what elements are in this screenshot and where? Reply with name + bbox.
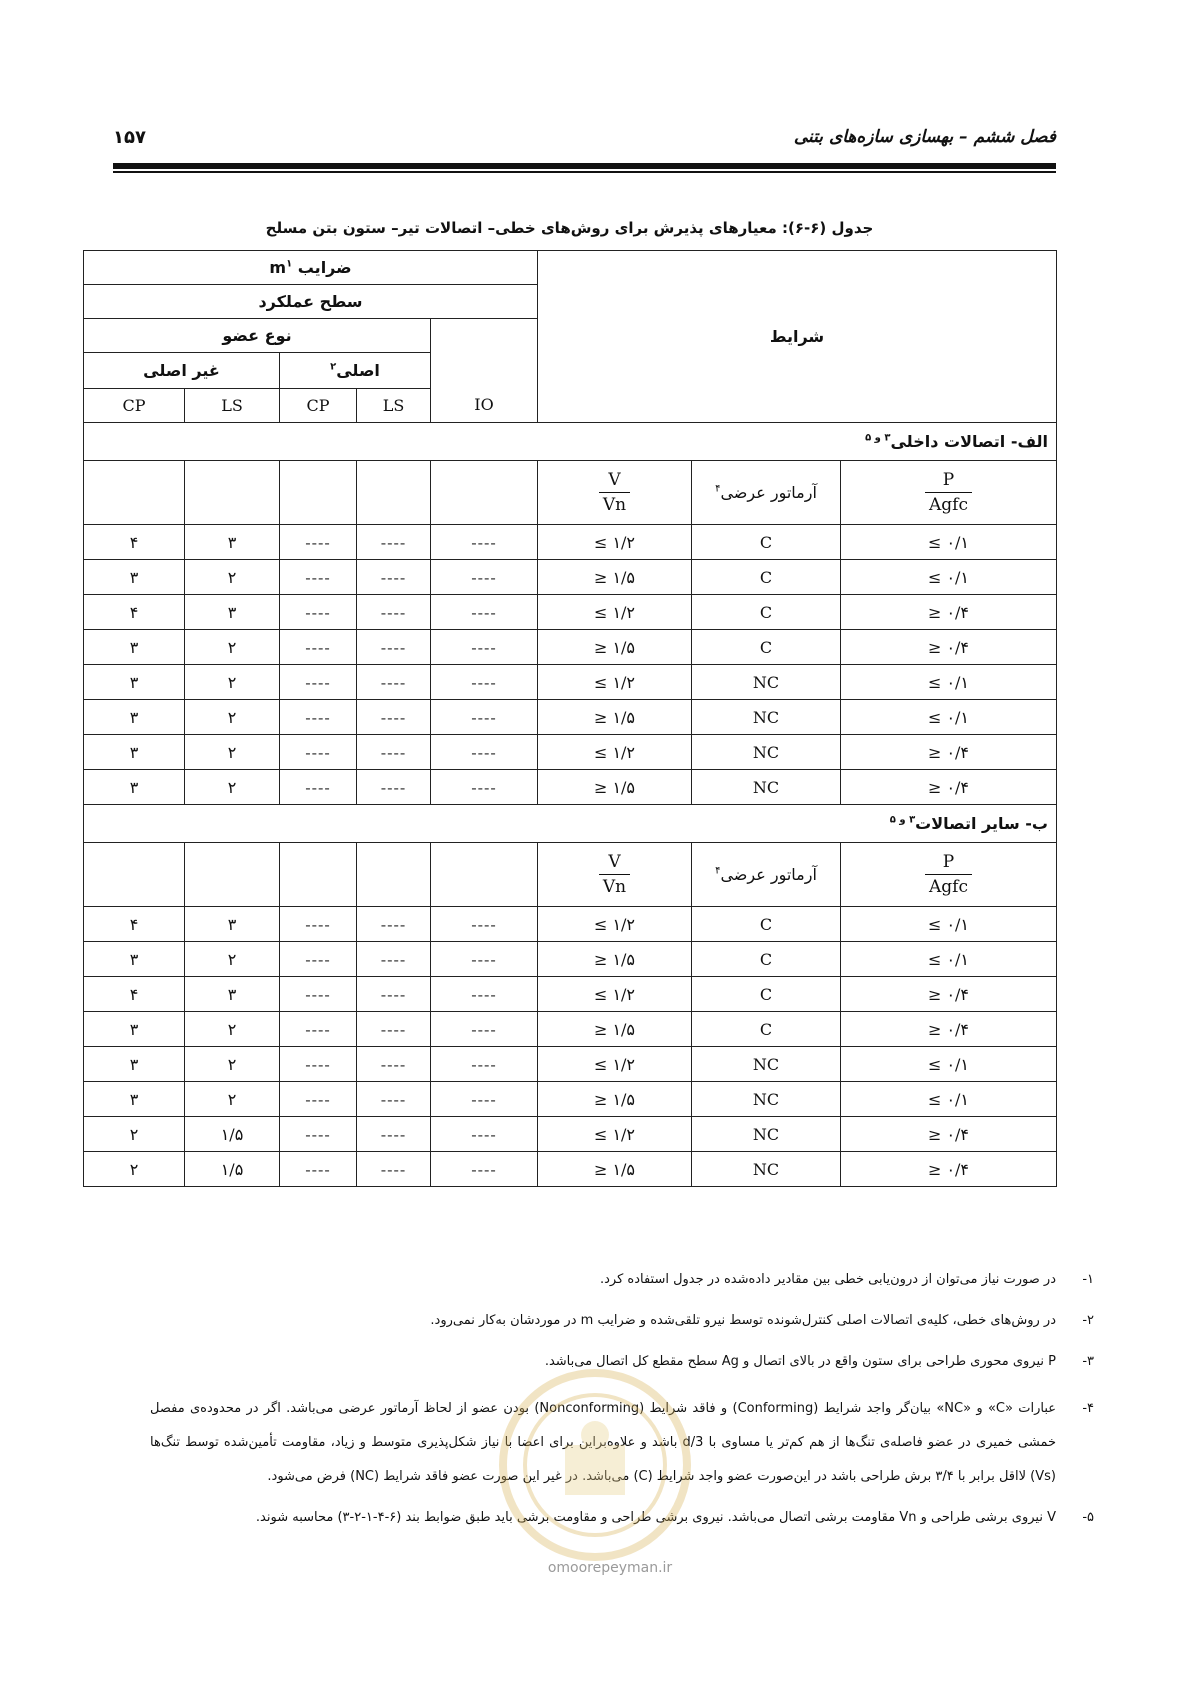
axial-ratio-cell: ≤ ۰/۱ [841,907,1057,942]
primary-cp-cell: ---- [280,735,357,770]
transverse-rebar-cell: C [692,977,841,1012]
shear-ratio-cell: ≥ ۱/۵ [538,1012,692,1047]
io-cell: ---- [431,595,538,630]
secondary-ls-cell: ۳ [185,907,280,942]
io-cell: ---- [431,942,538,977]
transverse-rebar-cell: NC [692,735,841,770]
section-row-b [84,805,1057,843]
table-row [84,942,1057,977]
transverse-rebar-cell: NC [692,665,841,700]
shear-ratio-cell: ≤ ۱/۲ [538,595,692,630]
transverse-rebar-cell: C [692,1012,841,1047]
primary-ls-cell: ---- [357,735,431,770]
header-secondary: غیر اصلی [84,353,280,389]
primary-cp-cell: ---- [280,525,357,560]
secondary-ls-cell: ۲ [185,560,280,595]
header-primary: اصلی$^۲$ [280,353,431,389]
shear-ratio-cell: ≥ ۱/۵ [538,1152,692,1187]
table-row [84,1152,1057,1187]
secondary-ls-cell: ۲ [185,1047,280,1082]
primary-ls-cell: ---- [357,665,431,700]
shear-ratio-fraction [599,470,630,516]
io-cell: ---- [431,907,538,942]
shear-ratio-fraction-denominator: Vn [602,877,627,897]
shear-ratio-cell: ≥ ۱/۵ [538,942,692,977]
axial-ratio-fraction [925,470,972,516]
transverse-rebar-cell: NC [692,1082,841,1117]
transverse-rebar-cell: NC [692,770,841,805]
primary-ls-cell: ---- [357,595,431,630]
primary-ls-cell: ---- [357,1152,431,1187]
axial-ratio-fraction-numerator: P [925,852,972,875]
empty-cell [84,461,185,525]
axial-ratio-cell: ≤ ۰/۱ [841,1082,1057,1117]
header-shear-ratio [538,843,692,907]
secondary-cp-cell: ۳ [84,560,185,595]
io-cell: ---- [431,977,538,1012]
primary-cp-cell: ---- [280,595,357,630]
footnote-1: ۱- در صورت نیاز می‌توان از درون‌یابی خطی بین مقادیر داده‌شده در جدول استفاده کرد. [599,1272,1094,1287]
primary-cp-cell: ---- [280,770,357,805]
transverse-rebar-cell: NC [692,1152,841,1187]
primary-cp-cell: ---- [280,977,357,1012]
header-io: IO [431,319,538,423]
secondary-cp-cell: ۳ [84,1047,185,1082]
table-row [84,560,1057,595]
section-title-note: ۳ و ۵ [865,432,891,444]
axial-ratio-fraction-denominator: Agfc [929,877,968,897]
table-row [84,907,1057,942]
section-title-text: الف- اتصالات داخلی [890,432,1048,451]
header-performance-level: سطح عملکرد [84,285,538,319]
watermark-seal-icon [495,1365,695,1565]
transverse-rebar-cell: C [692,942,841,977]
io-cell: ---- [431,630,538,665]
transverse-rebar-cell: NC [692,1117,841,1152]
primary-cp-cell: ---- [280,1117,357,1152]
empty-cell [357,843,431,907]
io-cell: ---- [431,1047,538,1082]
primary-ls-cell: ---- [357,977,431,1012]
secondary-ls-cell: ۲ [185,630,280,665]
section-title-note: ۳ و ۵ [889,814,916,826]
secondary-cp-cell: ۳ [84,735,185,770]
shear-ratio-cell: ≤ ۱/۲ [538,525,692,560]
transverse-rebar-cell: C [692,560,841,595]
header-primary-ls: LS [357,389,431,423]
axial-ratio-fraction-denominator: Agfc [929,495,968,515]
secondary-cp-cell: ۳ [84,1082,185,1117]
io-cell: ---- [431,735,538,770]
primary-ls-cell: ---- [357,1082,431,1117]
empty-cell [357,461,431,525]
shear-ratio-fraction-numerator: V [599,470,630,493]
header-transverse-rebar-text: آرماتور عرضی [720,865,817,884]
io-cell: ---- [431,560,538,595]
header-axial-ratio [841,461,1057,525]
axial-ratio-cell: ≥ ۰/۴ [841,977,1057,1012]
primary-cp-cell: ---- [280,1082,357,1117]
primary-cp-cell: ---- [280,1012,357,1047]
secondary-cp-cell: ۳ [84,1012,185,1047]
header-member-type: نوع عضو [84,319,431,353]
secondary-cp-cell: ۲ [84,1117,185,1152]
secondary-cp-cell: ۴ [84,907,185,942]
transverse-rebar-cell: NC [692,700,841,735]
shear-ratio-cell: ≤ ۱/۲ [538,907,692,942]
primary-cp-cell: ---- [280,560,357,595]
section-title-a [84,423,1057,461]
primary-ls-cell: ---- [357,770,431,805]
io-cell: ---- [431,1152,538,1187]
empty-cell [185,461,280,525]
header-rule-thin [113,171,1056,173]
header-transverse-rebar-text: آرماتور عرضی [720,483,817,502]
acceptance-criteria-table [83,250,1057,1187]
io-cell: ---- [431,665,538,700]
table-row [84,1047,1057,1082]
secondary-cp-cell: ۳ [84,770,185,805]
secondary-cp-cell: ۴ [84,525,185,560]
axial-ratio-cell: ≥ ۰/۴ [841,735,1057,770]
shear-ratio-cell: ≥ ۱/۵ [538,700,692,735]
axial-ratio-cell: ≥ ۰/۴ [841,595,1057,630]
empty-cell [280,461,357,525]
empty-cell [280,843,357,907]
primary-cp-cell: ---- [280,1047,357,1082]
io-cell: ---- [431,1082,538,1117]
axial-ratio-cell: ≤ ۰/۱ [841,560,1057,595]
primary-ls-cell: ---- [357,1012,431,1047]
empty-cell [431,843,538,907]
section-title-b [84,805,1057,843]
secondary-cp-cell: ۲ [84,1152,185,1187]
footnote-4: ۴- عبارات «C» و «NC» بیان‌گر واجد شرایط (Conforming) و فاقد شرایط (Nonconforming) بودن عضو از لحاظ آرماتور عرضی می‌باشد. اگر در محدوده‌ی مفصل خمشی خمیری در عضو فاصله‌ی تنگ‌ها از هم کم‌تر یا مساوی با d/3 باشد و علاوه‌براین برای اعضا با نیاز شکل‌پذیری متوسط و زیاد، مقاومت تأمین‌شده توسط تنگ‌ها (Vs) لااقل برابر با ۳/۴ برش طراحی باشد در این‌صورت عضو واجد شرایط (C) می‌باشد. در غیر این صورت عضو فاقد شرایط (NC) فرض می‌شود. [150,1401,1094,1484]
param-header-row-b [84,843,1057,907]
axial-ratio-cell: ≤ ۰/۱ [841,1047,1057,1082]
io-cell: ---- [431,1117,538,1152]
io-cell: ---- [431,700,538,735]
secondary-ls-cell: ۲ [185,1012,280,1047]
shear-ratio-fraction-denominator: Vn [602,495,627,515]
header-secondary-cp: CP [84,389,185,423]
transverse-rebar-cell: C [692,525,841,560]
shear-ratio-cell: ≤ ۱/۲ [538,665,692,700]
section-row-a [84,423,1057,461]
primary-cp-cell: ---- [280,630,357,665]
primary-ls-cell: ---- [357,1117,431,1152]
footnote-2: ۲- در روش‌های خطی، کلیه‌ی اتصالات اصلی کنترل‌شونده توسط نیرو تلقی‌شده و ضرایب m در موردشان به‌کار نمی‌رود. [430,1312,1094,1328]
secondary-ls-cell: ۱/۵ [185,1117,280,1152]
primary-ls-cell: ---- [357,630,431,665]
secondary-ls-cell: ۱/۵ [185,1152,280,1187]
secondary-ls-cell: ۳ [185,977,280,1012]
table-row [84,1082,1057,1117]
axial-ratio-cell: ≥ ۰/۴ [841,630,1057,665]
page-header [113,127,1056,159]
header-transverse-rebar-note: ۴ [715,865,721,877]
axial-ratio-cell: ≤ ۰/۱ [841,665,1057,700]
secondary-cp-cell: ۳ [84,665,185,700]
footnote-3: ۳- P نیروی محوری طراحی برای ستون واقع در بالای اتصال و Ag سطح مقطع کل اتصال می‌باشد. [544,1353,1094,1369]
io-cell: ---- [431,525,538,560]
table-row [84,630,1057,665]
io-cell: ---- [431,770,538,805]
secondary-cp-cell: ۳ [84,942,185,977]
watermark-text: omoorepeyman.ir [547,1560,673,1576]
primary-cp-cell: ---- [280,1152,357,1187]
transverse-rebar-cell: C [692,595,841,630]
empty-cell [185,843,280,907]
primary-cp-cell: ---- [280,942,357,977]
secondary-ls-cell: ۲ [185,770,280,805]
axial-ratio-cell: ≤ ۰/۱ [841,525,1057,560]
secondary-ls-cell: ۳ [185,595,280,630]
secondary-ls-cell: ۲ [185,735,280,770]
primary-ls-cell: ---- [357,907,431,942]
shear-ratio-fraction [599,852,630,898]
secondary-ls-cell: ۲ [185,665,280,700]
param-header-row-a [84,461,1057,525]
transverse-rebar-cell: NC [692,1047,841,1082]
table-row [84,1117,1057,1152]
table-row [84,1012,1057,1047]
table-row [84,595,1057,630]
header-transverse-rebar-note: ۴ [715,483,721,495]
primary-ls-cell: ---- [357,560,431,595]
primary-ls-cell: ---- [357,942,431,977]
footnote-5: ۵- V نیروی برشی طراحی و Vn مقاومت برشی اتصال می‌باشد. نیروی برشی طراحی و مقاومت برشی باید طبق ضوابط بند (۶-۴-۱-۲-۳) محاسبه شوند. [255,1509,1094,1525]
header-axial-ratio [841,843,1057,907]
axial-ratio-cell: ≤ ۰/۱ [841,942,1057,977]
shear-ratio-cell: ≤ ۱/۲ [538,977,692,1012]
shear-ratio-cell: ≥ ۱/۵ [538,770,692,805]
header-rule-thick [113,163,1056,169]
axial-ratio-fraction-numerator: P [925,470,972,493]
table-row [84,770,1057,805]
secondary-cp-cell: ۳ [84,700,185,735]
axial-ratio-fraction [925,852,972,898]
transverse-rebar-cell: C [692,630,841,665]
secondary-cp-cell: ۳ [84,630,185,665]
secondary-ls-cell: ۳ [185,525,280,560]
table-row [84,665,1057,700]
shear-ratio-cell: ≤ ۱/۲ [538,1047,692,1082]
table-row [84,525,1057,560]
header-transverse-rebar [692,843,841,907]
primary-cp-cell: ---- [280,665,357,700]
empty-cell [431,461,538,525]
shear-ratio-cell: ≥ ۱/۵ [538,1082,692,1117]
axial-ratio-cell: ≥ ۰/۴ [841,1117,1057,1152]
shear-ratio-cell: ≥ ۱/۵ [538,560,692,595]
axial-ratio-cell: ≥ ۰/۴ [841,1152,1057,1187]
header-primary-cp: CP [280,389,357,423]
primary-ls-cell: ---- [357,525,431,560]
header-conditions: شرایط [538,251,1057,423]
header-coefficients: ضرایب $m^۱$ [84,251,538,285]
running-title: فصل ششم – بهسازی سازه‌های بتنی [793,127,1056,147]
primary-ls-cell: ---- [357,700,431,735]
shear-ratio-cell: ≤ ۱/۲ [538,1117,692,1152]
primary-cp-cell: ---- [280,907,357,942]
shear-ratio-cell: ≤ ۱/۲ [538,735,692,770]
empty-cell [84,843,185,907]
header-shear-ratio [538,461,692,525]
secondary-cp-cell: ۴ [84,977,185,1012]
page-number: ۱۵۷ [113,127,146,148]
axial-ratio-cell: ≥ ۰/۴ [841,770,1057,805]
primary-ls-cell: ---- [357,1047,431,1082]
shear-ratio-fraction-numerator: V [599,852,630,875]
secondary-ls-cell: ۲ [185,700,280,735]
table-row [84,735,1057,770]
shear-ratio-cell: ≥ ۱/۵ [538,630,692,665]
table-row [84,977,1057,1012]
secondary-ls-cell: ۲ [185,1082,280,1117]
header-secondary-ls: LS [185,389,280,423]
primary-cp-cell: ---- [280,700,357,735]
table-title: جدول (۶-۶): معیارهای پذیرش برای روش‌های خطی– اتصالات تیر– ستون بتن مسلح [265,219,874,237]
header-transverse-rebar [692,461,841,525]
transverse-rebar-cell: C [692,907,841,942]
axial-ratio-cell: ≤ ۰/۱ [841,700,1057,735]
secondary-cp-cell: ۴ [84,595,185,630]
table-row [84,700,1057,735]
axial-ratio-cell: ≥ ۰/۴ [841,1012,1057,1047]
io-cell: ---- [431,1012,538,1047]
section-title-text: ب- سایر اتصالات [915,814,1048,833]
secondary-ls-cell: ۲ [185,942,280,977]
